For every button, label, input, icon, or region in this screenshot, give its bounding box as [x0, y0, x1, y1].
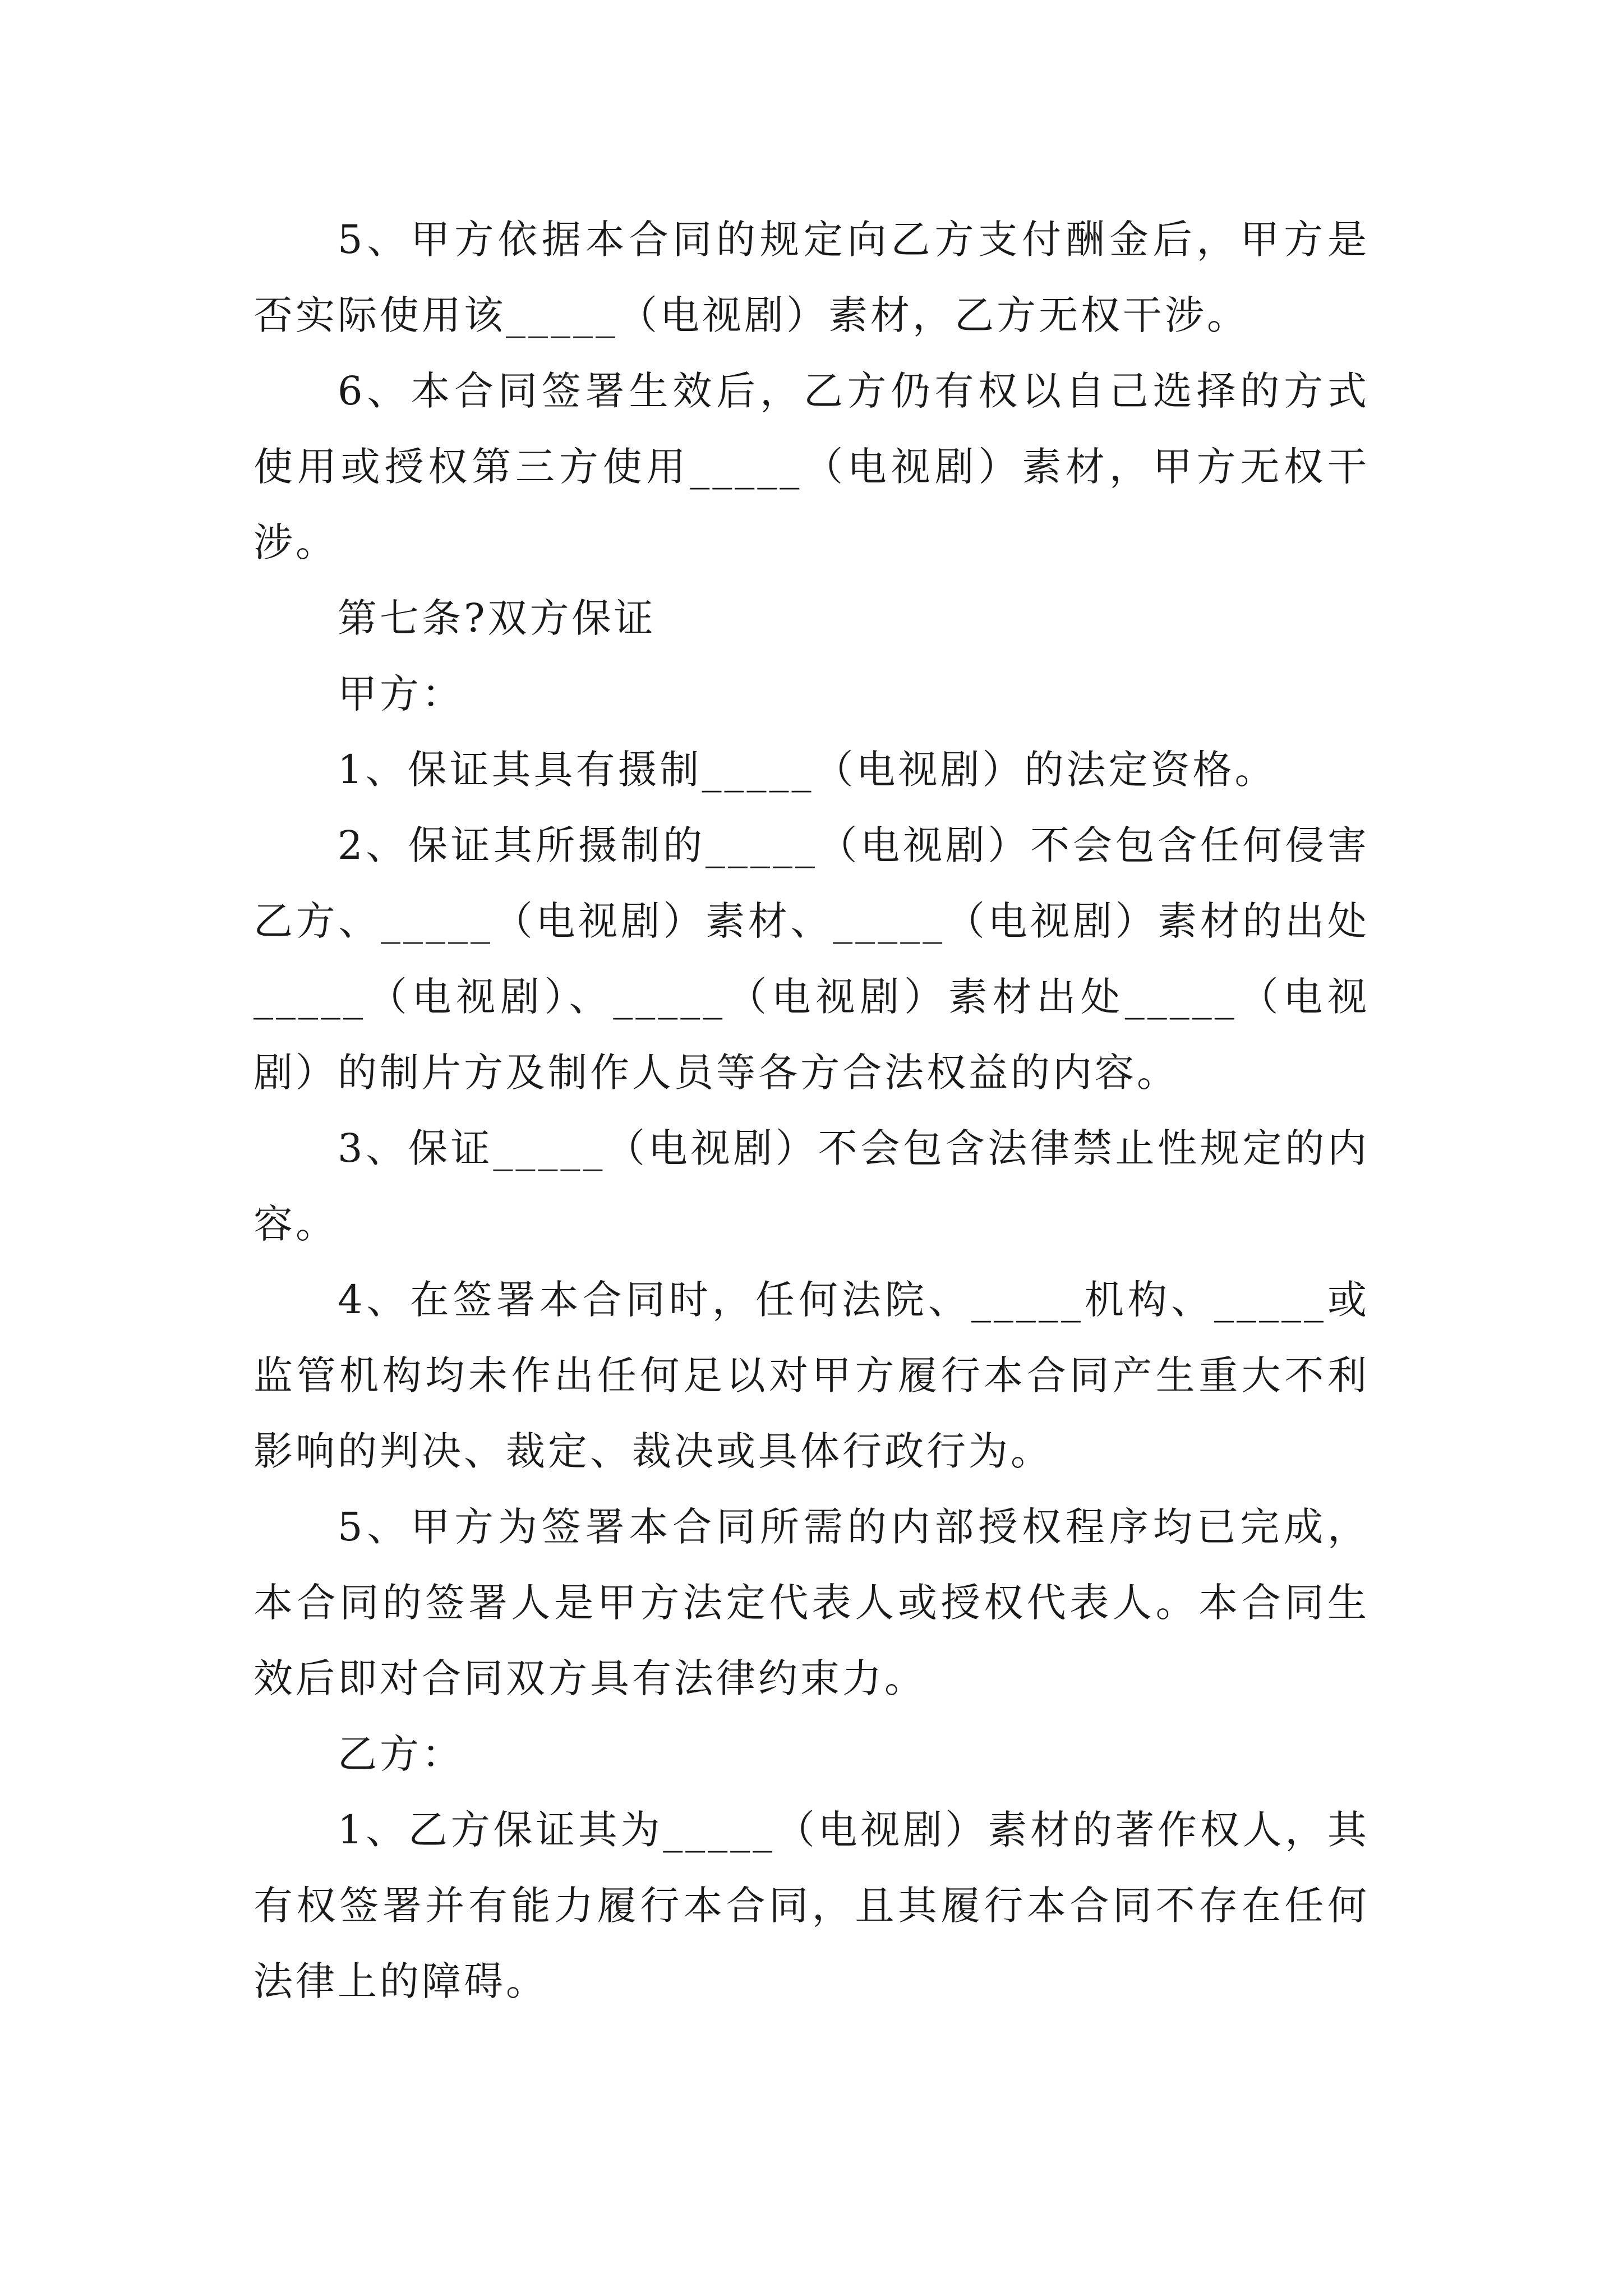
party-a-heading: 甲方：	[338, 671, 464, 717]
party-a-clause-3: 3、保证_____（电视剧）不会包含法律禁止性规定的内容。	[253, 1125, 1370, 1247]
party-a-clause-2: 2、保证其所摄制的_____（电视剧）不会包含任何侵害乙方、_____（电视剧）素材、_____（电视剧）素材的出处_____（电视剧）、_____（电视剧）素材出处_____（电视剧）的制片方及制作人员等各方合法权益的内容。	[253, 822, 1370, 1096]
clause-6-5-paragraph: 5、甲方依据本合同的规定向乙方支付酬金后，甲方是否实际使用该_____（电视剧）素材，乙方无权干涉。	[253, 217, 1370, 338]
party-a-clause-1: 1、保证其具有摄制_____（电视剧）的法定资格。	[338, 747, 1277, 793]
party-b-heading: 乙方：	[338, 1731, 464, 1777]
party-b-clause-1: 1、乙方保证其为_____（电视剧）素材的著作权人，其有权签署并有能力履行本合同，且其履行本合同不存在任何法律上的障碍。	[253, 1807, 1370, 2004]
document-body	[253, 202, 1370, 2019]
clause-6-6-paragraph: 6、本合同签署生效后，乙方仍有权以自己选择的方式使用或授权第三方使用_____（电视剧）素材，甲方无权干涉。	[253, 368, 1370, 565]
party-a-clause-5: 5、甲方为签署本合同所需的内部授权程序均已完成，本合同的签署人是甲方法定代表人或授权代表人。本合同生效后即对合同双方具有法律约束力。	[253, 1504, 1370, 1701]
article-7-heading: 第七条?双方保证	[338, 595, 656, 641]
party-a-clause-4: 4、在签署本合同时，任何法院、_____机构、_____或监管机构均未作出任何足以对甲方履行本合同产生重大不利影响的判决、裁定、裁决或具体行政行为。	[253, 1277, 1370, 1474]
